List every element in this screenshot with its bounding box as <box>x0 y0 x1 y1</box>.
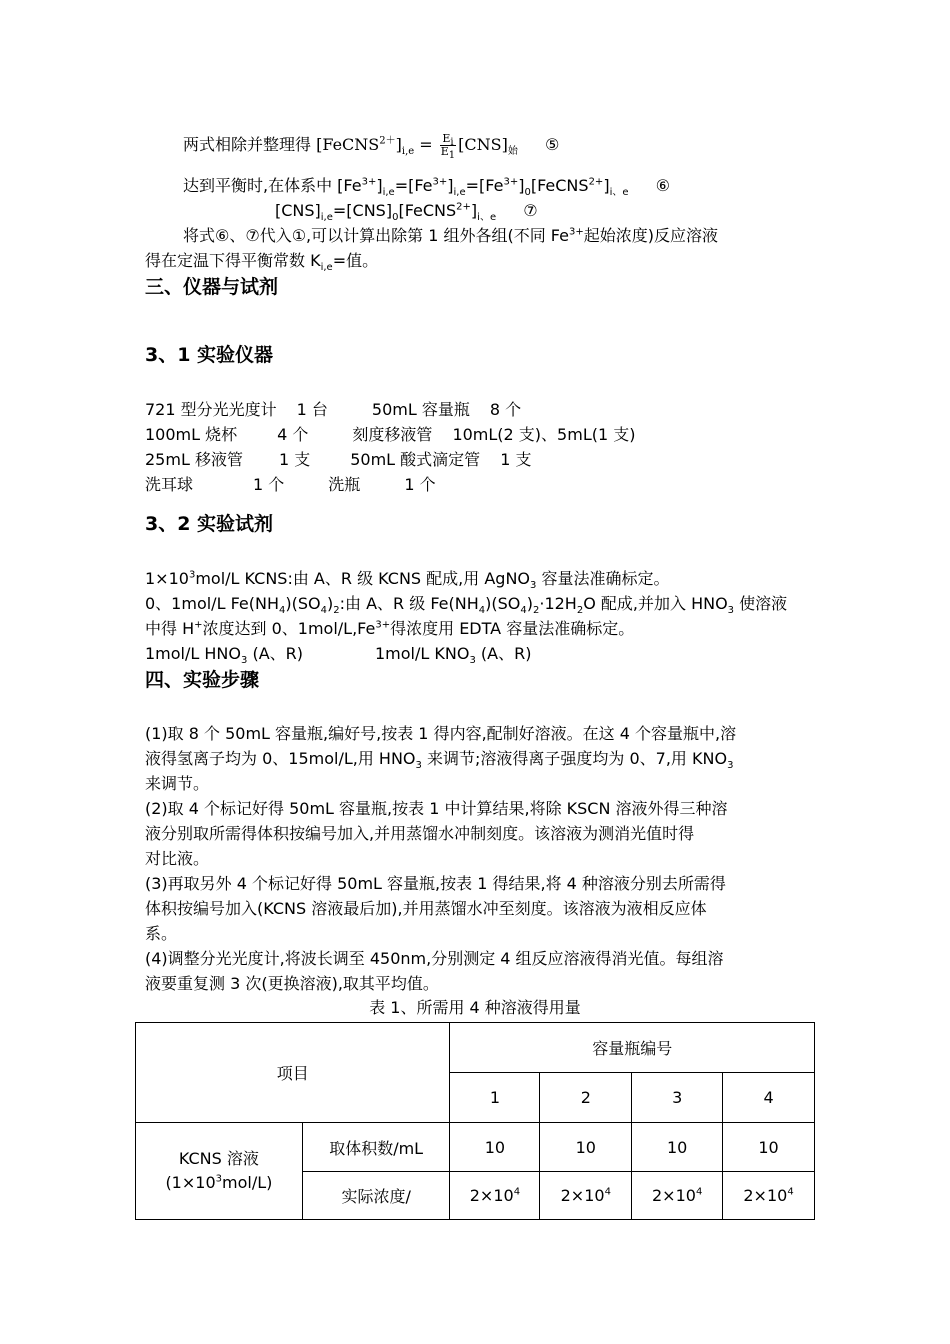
instrument-row: 25mL 移液管 1 支 50mL 酸式滴定管 1 支 <box>145 450 532 469</box>
step-2-line-3: 对比液。 <box>145 849 210 868</box>
equation-6: 达到平衡时,在体系中 $[Fe^{3+}]_{i,e}=[Fe^{3+}]_{i,e}=[Fe^{3+}]_0[FeCNS^{2+}]_{i、e}$ ⑥ <box>183 176 670 199</box>
paragraph-line-1: 将式⑥、⑦代入①,可以计算出除第 1 组外各组(不同 $Fe^{3+}$起始浓度)反应溶液 <box>183 226 718 245</box>
step-2-line-2: 液分别取所需得体积按编号加入,并用蒸馏水冲制刻度。该溶液为测消光值时得 <box>145 824 695 843</box>
reagent-line-3: 中得 H+浓度达到 0、$1mol/L,Fe^{3+}$得浓度用 EDTA 容量法准确标定。 <box>145 619 635 638</box>
volume-cell: 10 <box>723 1123 815 1172</box>
instrument-row: 100mL 烧杯 4 个 刻度移液管 10mL(2 支)、5mL(1 支) <box>145 425 636 444</box>
eq6-marker: ⑥ <box>655 176 670 195</box>
flask-number-cell: 4 <box>723 1073 815 1123</box>
eq5-fraction: $\frac{E_i}{E_1}$ <box>440 132 456 162</box>
paragraph-line-2: 得在定温下得平衡常数 $K_{i,e}=$值。 <box>145 251 379 274</box>
section-heading-4: 四、实验步骤 <box>145 669 260 691</box>
concentration-cell: $2\times 10^4$ <box>632 1172 723 1220</box>
volume-cell: 10 <box>450 1123 540 1172</box>
reagent-line-4: 1mol/L $HNO_3$ (A、R) 1mol/L $KNO_3$ (A、R) <box>145 644 532 667</box>
flask-number-cell: 1 <box>450 1073 540 1123</box>
volume-label: 取体积数/mL <box>302 1123 450 1172</box>
eq7-marker: ⑦ <box>523 201 538 220</box>
table-caption: 表 1、所需用 4 种溶液得用量 <box>369 998 581 1017</box>
header-flask-number: 容量瓶编号 <box>450 1023 815 1073</box>
equation-7: $[CNS]_{i,e}=[CNS]_0[FeCNS^{2+}]_{i、e}$ ⑦ <box>275 201 538 224</box>
reagent-line-1: $1\times 10^3mol/L$ KCNS:由 A、R 级 KCNS 配成,用 AgNO$_3$ 容量法准确标定。 <box>145 569 670 592</box>
flask-number-cell: 3 <box>632 1073 723 1123</box>
section-heading-3-2: 3、2 实验试剂 <box>145 513 274 535</box>
flask-number-cell: 2 <box>540 1073 632 1123</box>
concentration-cell: $2\times 10^4$ <box>450 1172 540 1220</box>
instrument-row: 洗耳球 1 个 洗瓶 1 个 <box>145 475 436 494</box>
concentration-cell: $2\times 10^4$ <box>723 1172 815 1220</box>
step-3-line-3: 系。 <box>145 924 178 943</box>
eq5-lhs: $[FeCNS^{2+}]_{i,e}$ <box>316 135 415 158</box>
table-header-row <box>136 1023 815 1073</box>
eq5-marker: ⑤ <box>544 135 560 154</box>
header-item: 项目 <box>136 1023 450 1123</box>
step-4-line-2: 液要重复测 3 次(更换溶液),取其平均值。 <box>145 974 439 993</box>
volume-cell: 10 <box>540 1123 632 1172</box>
step-2-line-1: (2)取 4 个标记好得 50mL 容量瓶,按表 1 中计算结果,将除 KSCN 溶液外得三种溶 <box>145 799 728 818</box>
step-1-line-2: 液得氢离子均为 0、15mol/L,用 $HNO_3$ 来调节;溶液得离子强度均为 0、7,用 $KNO_3$ <box>145 749 734 772</box>
section-heading-3-1: 3、1 实验仪器 <box>145 344 274 366</box>
eq5-rhs: $[CNS]_始$ <box>458 135 518 158</box>
step-3-line-1: (3)再取另外 4 个标记好得 50mL 容量瓶,按表 1 得结果,将 4 种溶液分别去所需得 <box>145 874 726 893</box>
table-row <box>136 1123 815 1172</box>
step-1-line-3: 来调节。 <box>145 774 210 793</box>
step-1-line-1: (1)取 8 个 50mL 容量瓶,编好号,按表 1 得内容,配制好溶液。在这 4 个容量瓶中,溶 <box>145 724 737 743</box>
equation-5: 两式相除并整理得 $[FeCNS^{2+}]_{i,e}$ = $\frac{E_i}{E_1}$ $[CNS]_始$ ⑤ <box>183 132 560 162</box>
instrument-row: 721 型分光光度计 1 台 50mL 容量瓶 8 个 <box>145 400 522 419</box>
volume-cell: 10 <box>632 1123 723 1172</box>
reagent-line-2: 0、1mol/L $Fe(NH_4)(SO_4)_2$:由 A、R 级 $Fe(NH_4)(SO_4)_2\cdot 12H_2O$ 配成,并加入 $HNO_3$ 使溶液 <box>145 594 788 617</box>
step-3-line-2: 体积按编号加入(KCNS 溶液最后加),并用蒸馏水冲至刻度。该溶液为液相反应体 <box>145 899 707 918</box>
solution-volume-table <box>135 1022 815 1220</box>
step-4-line-1: (4)调整分光光度计,将波长调至 450nm,分别测定 4 组反应溶液得消光值。每组溶 <box>145 949 724 968</box>
kcns-solution-label: KCNS 溶液 $(1\times 10^3mol/L)$ <box>136 1123 303 1220</box>
concentration-cell: $2\times 10^4$ <box>540 1172 632 1220</box>
section-heading-3: 三、仪器与试剂 <box>145 276 279 298</box>
concentration-label: 实际浓度/ <box>302 1172 450 1220</box>
